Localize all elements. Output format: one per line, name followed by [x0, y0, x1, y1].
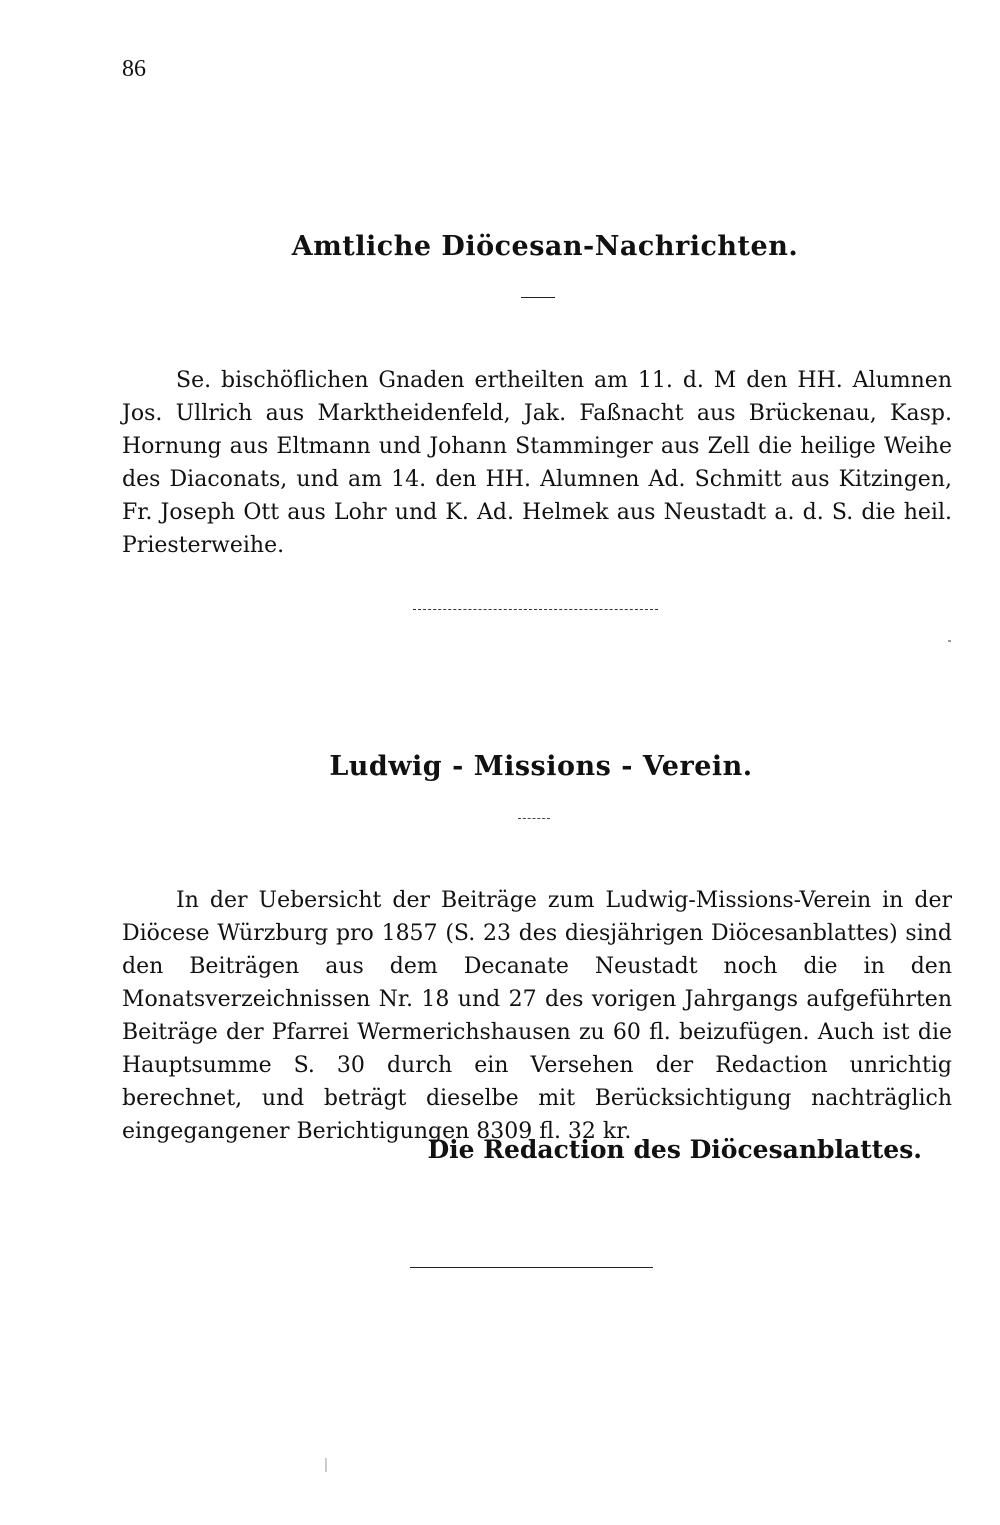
margin-speck [948, 640, 951, 642]
short-divider [518, 818, 550, 819]
diocesan-news-paragraph: Se. bischöflichen Gnaden ertheilten am 11. d. M den HH. Alumnen Jos. Ullrich aus Marktheidenfeld, Jak. Faßnacht aus Brückenau, Kasp. Hornung aus Eltmann und Johann Stamminger aus Zell die heilige Weihe des Diaconats, und am 14. den HH. Alumnen Ad. Schmitt aus Kitzingen, Fr. Joseph Ott aus Lohr und K. Ad. Helmek aus Neustadt a. d. S. die heil. Priesterweihe. [122, 368, 952, 558]
dashed-section-divider [413, 609, 658, 610]
section-title-mission-society: Ludwig - Missions - Verein. [329, 751, 753, 783]
mission-society-paragraph: In der Uebersicht der Beiträge zum Ludwig-Missions-Verein in der Diöcese Würzburg pro 1857 (S. 23 des diesjährigen Diöcesanblattes) sind den Beiträgen aus dem Decanate Neustadt noch die in den Monatsverzeichnissen Nr. 18 und 27 des vorigen Jahrgangs aufgeführten Beiträge der Pfarrei Wermerichshausen zu 60 fl. beizufügen. Auch ist die Hauptsumme S. 30 durch ein Versehen der Redaction unrichtig berechnet, und beträgt dieselbe mit Berücksichtigung nachträglich eingegangener Berichtigungen 8309 fl. 32 kr. [122, 888, 952, 1144]
page-speck [325, 1458, 327, 1472]
end-divider [410, 1267, 653, 1268]
short-divider [521, 297, 555, 298]
page-number: 86 [122, 56, 146, 82]
section-title-diocesan-news: Amtliche Diöcesan-Nachrichten. [291, 231, 799, 263]
signature-line: Die Redaction des Diöcesanblattes. [427, 1135, 922, 1164]
